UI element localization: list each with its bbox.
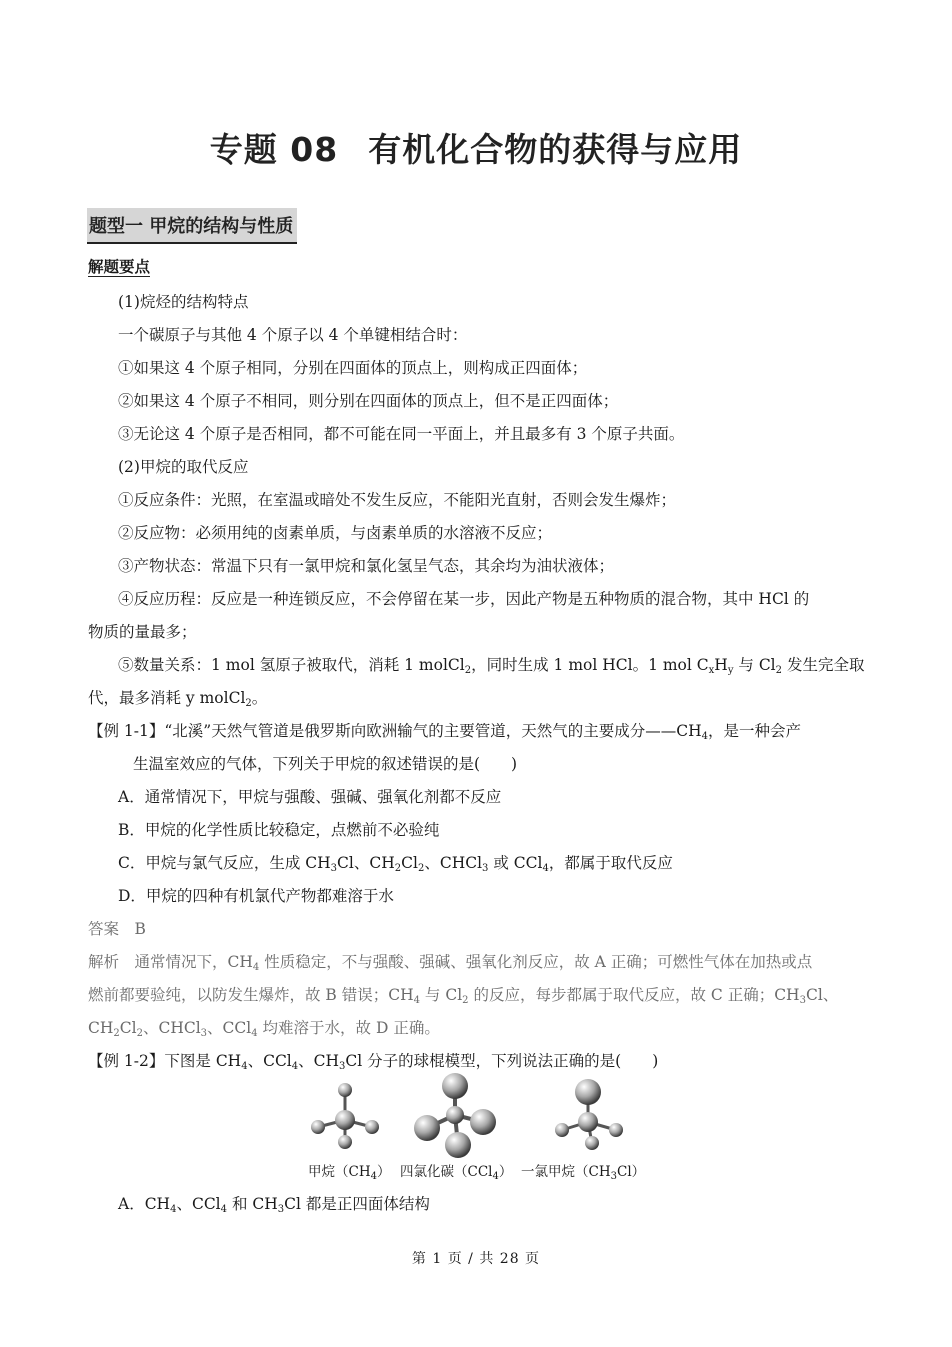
- option-c: C．甲烷与氯气反应，生成 $CH_3Cl$、$CH_2Cl_2$、CHCl$_3$ 或 CCl$_4$，都属于取代反应: [118, 854, 673, 874]
- page-footer: 第 1 页 / 共 28 页: [411, 1251, 541, 1267]
- title-number: 专题 08: [209, 130, 339, 169]
- point-line: ③产物状态：常温下只有一氯甲烷和氯化氢呈气态，其余均为油状液体；: [118, 557, 615, 575]
- point-line: 一个碳原子与其他 4 个原子以 4 个单键相结合时：: [118, 326, 468, 344]
- option-a: A．通常情况下，甲烷与强酸、强碱、强氧化剂都不反应: [118, 788, 502, 806]
- point-line: ⑤数量关系：1 mol 氢原子被取代，消耗 1 molCl$_2$，同时生成 1 mol HCl。1 mol $C_xH_y$ 与 $Cl_2$ 发生完全取: [118, 656, 865, 676]
- point-line: ①反应条件：光照，在室温或暗处不发生反应，不能阳光直射，否则会发生爆炸；: [118, 491, 677, 509]
- points-heading: 解题要点: [88, 258, 151, 276]
- point-line: 代，最多消耗 y molCl$_2$。: [88, 689, 268, 709]
- chloromethane-model: [555, 1079, 623, 1150]
- point-line: ③无论这 4 个原子是否相同，都不可能在同一平面上，并且最多有 3 个原子共面。: [118, 425, 685, 443]
- point-line: ②反应物：必须用纯的卤素单质，与卤素单质的水溶液不反应；: [118, 524, 553, 542]
- answer: 答案 B: [88, 920, 146, 938]
- example-1-question-cont: 生温室效应的气体，下列关于甲烷的叙述错误的是( ): [133, 755, 518, 773]
- point-line: ④反应历程：反应是一种连锁反应，不会停留在某一步，因此产物是五种物质的混合物，其中 HCl 的: [118, 590, 810, 608]
- caption-ccl4: 四氯化碳（CCl$_4$）: [400, 1164, 513, 1182]
- methane-model: [311, 1083, 379, 1149]
- option-a: A．$CH_4$、CCl$_4$ 和 $CH_3Cl$ 都是正四面体结构: [118, 1195, 430, 1215]
- point-line: ②如果这 4 个原子不相同，则分别在四面体的顶点上，但不是正四面体；: [118, 392, 619, 410]
- title-text: 有机化合物的获得与应用: [368, 130, 743, 169]
- point-line: (1)烷烃的结构特点: [118, 293, 249, 311]
- analysis-line: 燃前都要验纯，以防发生爆炸，故 B 错误；$CH_4$ 与 $Cl_2$ 的反应，每步都属于取代反应，故 C 正确；$CH_3Cl$、: [88, 986, 839, 1006]
- option-b: B．甲烷的化学性质比较稳定，点燃前不必验纯: [118, 821, 440, 839]
- section-heading: 题型一 甲烷的结构与性质: [87, 208, 297, 244]
- point-line: ①如果这 4 个原子相同，分别在四面体的顶点上，则构成正四面体；: [118, 359, 588, 377]
- analysis-line: $CH_2Cl_2$、CHCl$_3$、CCl$_4$ 均难溶于水，故 D 正确。: [88, 1019, 440, 1039]
- analysis-line: 解析 通常情况下，$CH_4$ 性质稳定，不与强酸、强碱、强氧化剂反应，故 A 正确；可燃性气体在加热或点: [88, 953, 813, 973]
- caption-methane: 甲烷$(CH_4)$: [308, 1164, 391, 1182]
- option-d: D．甲烷的四种有机氯代产物都难溶于水: [118, 887, 394, 905]
- point-line: (2)甲烷的取代反应: [118, 458, 249, 476]
- point-line: 物质的量最多；: [88, 623, 197, 641]
- example-2-question: 【例 1-2】下图是 $CH_4$、CCl$_4$、$CH_3Cl$ 分子的球棍模型，下列说法正确的是( ): [88, 1052, 659, 1072]
- caption-chloromethane: 一氯甲烷$(CH_3Cl)$: [521, 1164, 646, 1182]
- page-title: [0, 124, 952, 171]
- ccl4-model: [414, 1073, 496, 1158]
- example-1-question: 【例 1-1】“北溪”天然气管道是俄罗斯向欧洲输气的主要管道，天然气的主要成分$——CH_4$，是一种会产: [88, 722, 802, 742]
